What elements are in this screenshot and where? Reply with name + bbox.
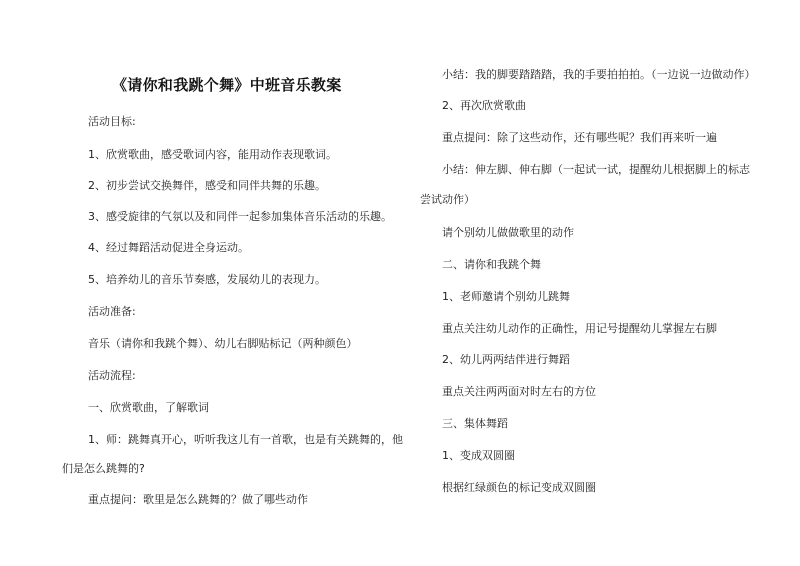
process-step-heading: 三、集体舞蹈 xyxy=(442,417,508,430)
preparation-text: 音乐（请你和我跳个舞）、幼儿右脚贴标记（两种颜色） xyxy=(88,337,358,350)
document-title: 《请你和我跳个舞》中班音乐教案 xyxy=(112,76,342,94)
process-text: 重点关注两两面对时左右的方位 xyxy=(442,385,596,398)
goal-item: 2、初步尝试交换舞伴，感受和同伴共舞的乐趣。 xyxy=(88,179,326,192)
process-text: 根据红绿颜色的标记变成双圆圈 xyxy=(442,481,596,494)
process-text: 重点提问：除了这些动作，还有哪些呢？我们再来听一遍 xyxy=(442,131,717,144)
process-text: 1、师：跳舞真开心，听听我这儿有一首歌，也是有关跳舞的，他 xyxy=(88,433,403,446)
process-text: 小结：伸左脚、伸右脚（一起试一试，提醒幼儿根据脚上的标志 xyxy=(442,163,750,176)
goal-item: 4、经过舞蹈活动促进全身运动。 xyxy=(88,241,249,254)
process-text: 小结：我的脚要踏踏踏，我的手要拍拍拍。（一边说一边做动作） xyxy=(442,68,756,81)
section-heading-preparation: 活动准备: xyxy=(88,305,136,318)
process-text: 2、幼儿两两结伴进行舞蹈 xyxy=(442,353,570,366)
section-heading-process: 活动流程: xyxy=(88,369,136,382)
process-text: 请个别幼儿做做歌里的动作 xyxy=(442,226,574,239)
goal-item: 3、感受旋律的气氛以及和同伴一起参加集体音乐活动的乐趣。 xyxy=(88,210,392,223)
process-text: 重点提问：歌里是怎么跳舞的？做了哪些动作 xyxy=(88,493,308,506)
process-text: 尝试动作） xyxy=(420,193,475,206)
process-text: 1、老师邀请个别幼儿跳舞 xyxy=(442,290,570,303)
section-heading-goals: 活动目标: xyxy=(88,115,136,128)
process-text: 重点关注幼儿动作的正确性，用记号提醒幼儿掌握左右脚 xyxy=(442,322,717,335)
goal-item: 1、欣赏歌曲，感受歌词内容，能用动作表现歌词。 xyxy=(88,148,337,161)
process-step-heading: 一、欣赏歌曲，了解歌词 xyxy=(88,401,209,414)
process-step-heading: 二、请你和我跳个舞 xyxy=(442,258,541,271)
process-text: 1、变成双圆圈 xyxy=(442,449,515,462)
process-text: 们是怎么跳舞的? xyxy=(62,462,145,475)
process-text: 2、再次欣赏歌曲 xyxy=(442,99,526,112)
goal-item: 5、培养幼儿的音乐节奏感，发展幼儿的表现力。 xyxy=(88,273,326,286)
